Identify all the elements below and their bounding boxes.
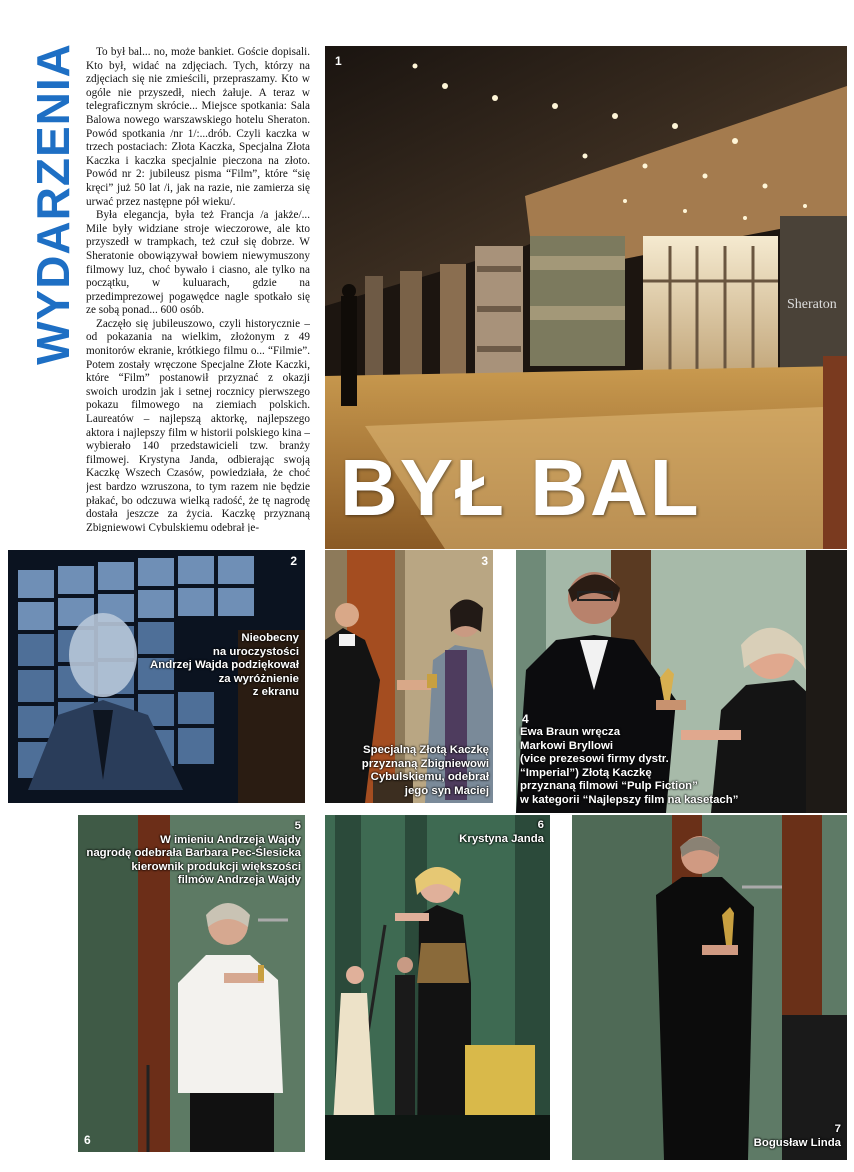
- janda-illustration: [325, 815, 550, 1160]
- photo-5-caption: 5 W imieniu Andrzeja Wajdy nagrodę odebrała Barbara Pec-Ślesicka kierownik produkcji większości filmów Andrzeja Wajdy: [86, 820, 301, 886]
- photo-3-cybulski-award: [325, 550, 493, 803]
- photo-2-caption: Nieobecny na uroczystości Andrzej Wajda podziękował za wyróżnienie z ekranu: [150, 632, 299, 698]
- article-paragraph: Była elegancja, była też Francja /a jakże/... Mile były widziane stroje wieczorowe, ale kto przyszedł w trampkach, też czuł się dobrze. W Sheratonie obowiązywał bowiem niewymuszony filmowy luz, choć bywało i ciasno, ale tylko na początku, w kuluarach, gdzie na przedimprezowej pogawędce nagle spotkało się ze sobą ponad... 600 osób.: [86, 209, 310, 317]
- photo-2-video-wall: [8, 550, 305, 803]
- linda-illustration: [572, 815, 847, 1160]
- photo-4-caption: Ewa Braun wręcza Markowi Bryllowi (vice prezesowi firmy dystr. “Imperial”) Złotą Kaczkę przyznaną filmowi “Pulp Fiction” w kategorii “Najlepszy film na kasetach”: [520, 726, 739, 806]
- photo-6-krystyna-janda: [325, 815, 550, 1160]
- article-title: BYŁ BAL: [340, 443, 701, 532]
- sheraton-sign: Sheraton: [787, 297, 837, 312]
- photo-4-pulp-fiction-award: [516, 550, 847, 813]
- photo-7-caption: 7 Bogusław Linda: [753, 1123, 841, 1149]
- photo-number: 1: [335, 54, 342, 68]
- photo-6-caption: 6 Krystyna Janda: [459, 819, 544, 845]
- photo-number: 2: [290, 554, 297, 568]
- photo-number: 3: [481, 554, 488, 568]
- article-paragraph: To był bal... no, może bankiet. Goście dopisali. Kto był, widać na zdjęciach. Tych, którzy na zdjęciach się nie zmieścili, przepraszamy. Kto w ogóle nie przyszedł, niech żałuje. A teraz w telegraficznym skrócie... Miejsce spotkania: Sala Balowa nowego warszawskiego hotelu Sheraton. Powód spotkania /nr 1/:...drób. Czyli kaczka w trzech postaciach: Złota Kaczka, Specjalna Złota Kaczka i kaczka specjalnie pieczona na złoto. Powód nr 2: jubileusz pisma “Film”, które “się kręci” już 50 lat /i, jak na razie, nie zamierza się urwać przez następne pół wieku/.: [86, 46, 310, 208]
- photo-7-boguslaw-linda: [572, 815, 847, 1160]
- section-label-text: WYDARZENIA: [27, 43, 80, 365]
- photo-number: 6: [84, 1133, 91, 1147]
- photo-3-caption: Specjalną Złotą Kaczkę przyznaną Zbigniewowi Cybulskiemu, odebrał jego syn Maciej: [361, 744, 489, 797]
- article-text: [86, 46, 310, 532]
- section-label: [27, 43, 80, 365]
- photo-number: 4: [522, 712, 529, 726]
- article-paragraph: Zaczęło się jubileuszowo, czyli historycznie – od pokazania na wielkim, złożonym z 49 monitorów ekranie, krótkiego filmu o... “Filmie”. Potem zostały wręczone Specjalne Złote Kaczki, które “Film” postanowił przyznać z okazji swoich urodzin jak i setnej rocznicy pierwszego pokazu filmowego na ziemiach polskich. Laureatów – najlepszą aktorkę, najlepszego aktora i najlepszy film w historii polskiego kina – wybierało 140 przedstawicieli tzw. branży filmowej. Krystyna Janda, odbierając swoją Kaczkę Wszech Czasów, powiedziała, że choć jest bardzo wzruszona, to tym razem nie będzie płakać, bo odczuwa wielką radość, że tę nagrodę dostała jeszcze za życia. Kaczkę przyznaną Zbigniewowi Cybulskiemu odebrał je-: [86, 317, 310, 532]
